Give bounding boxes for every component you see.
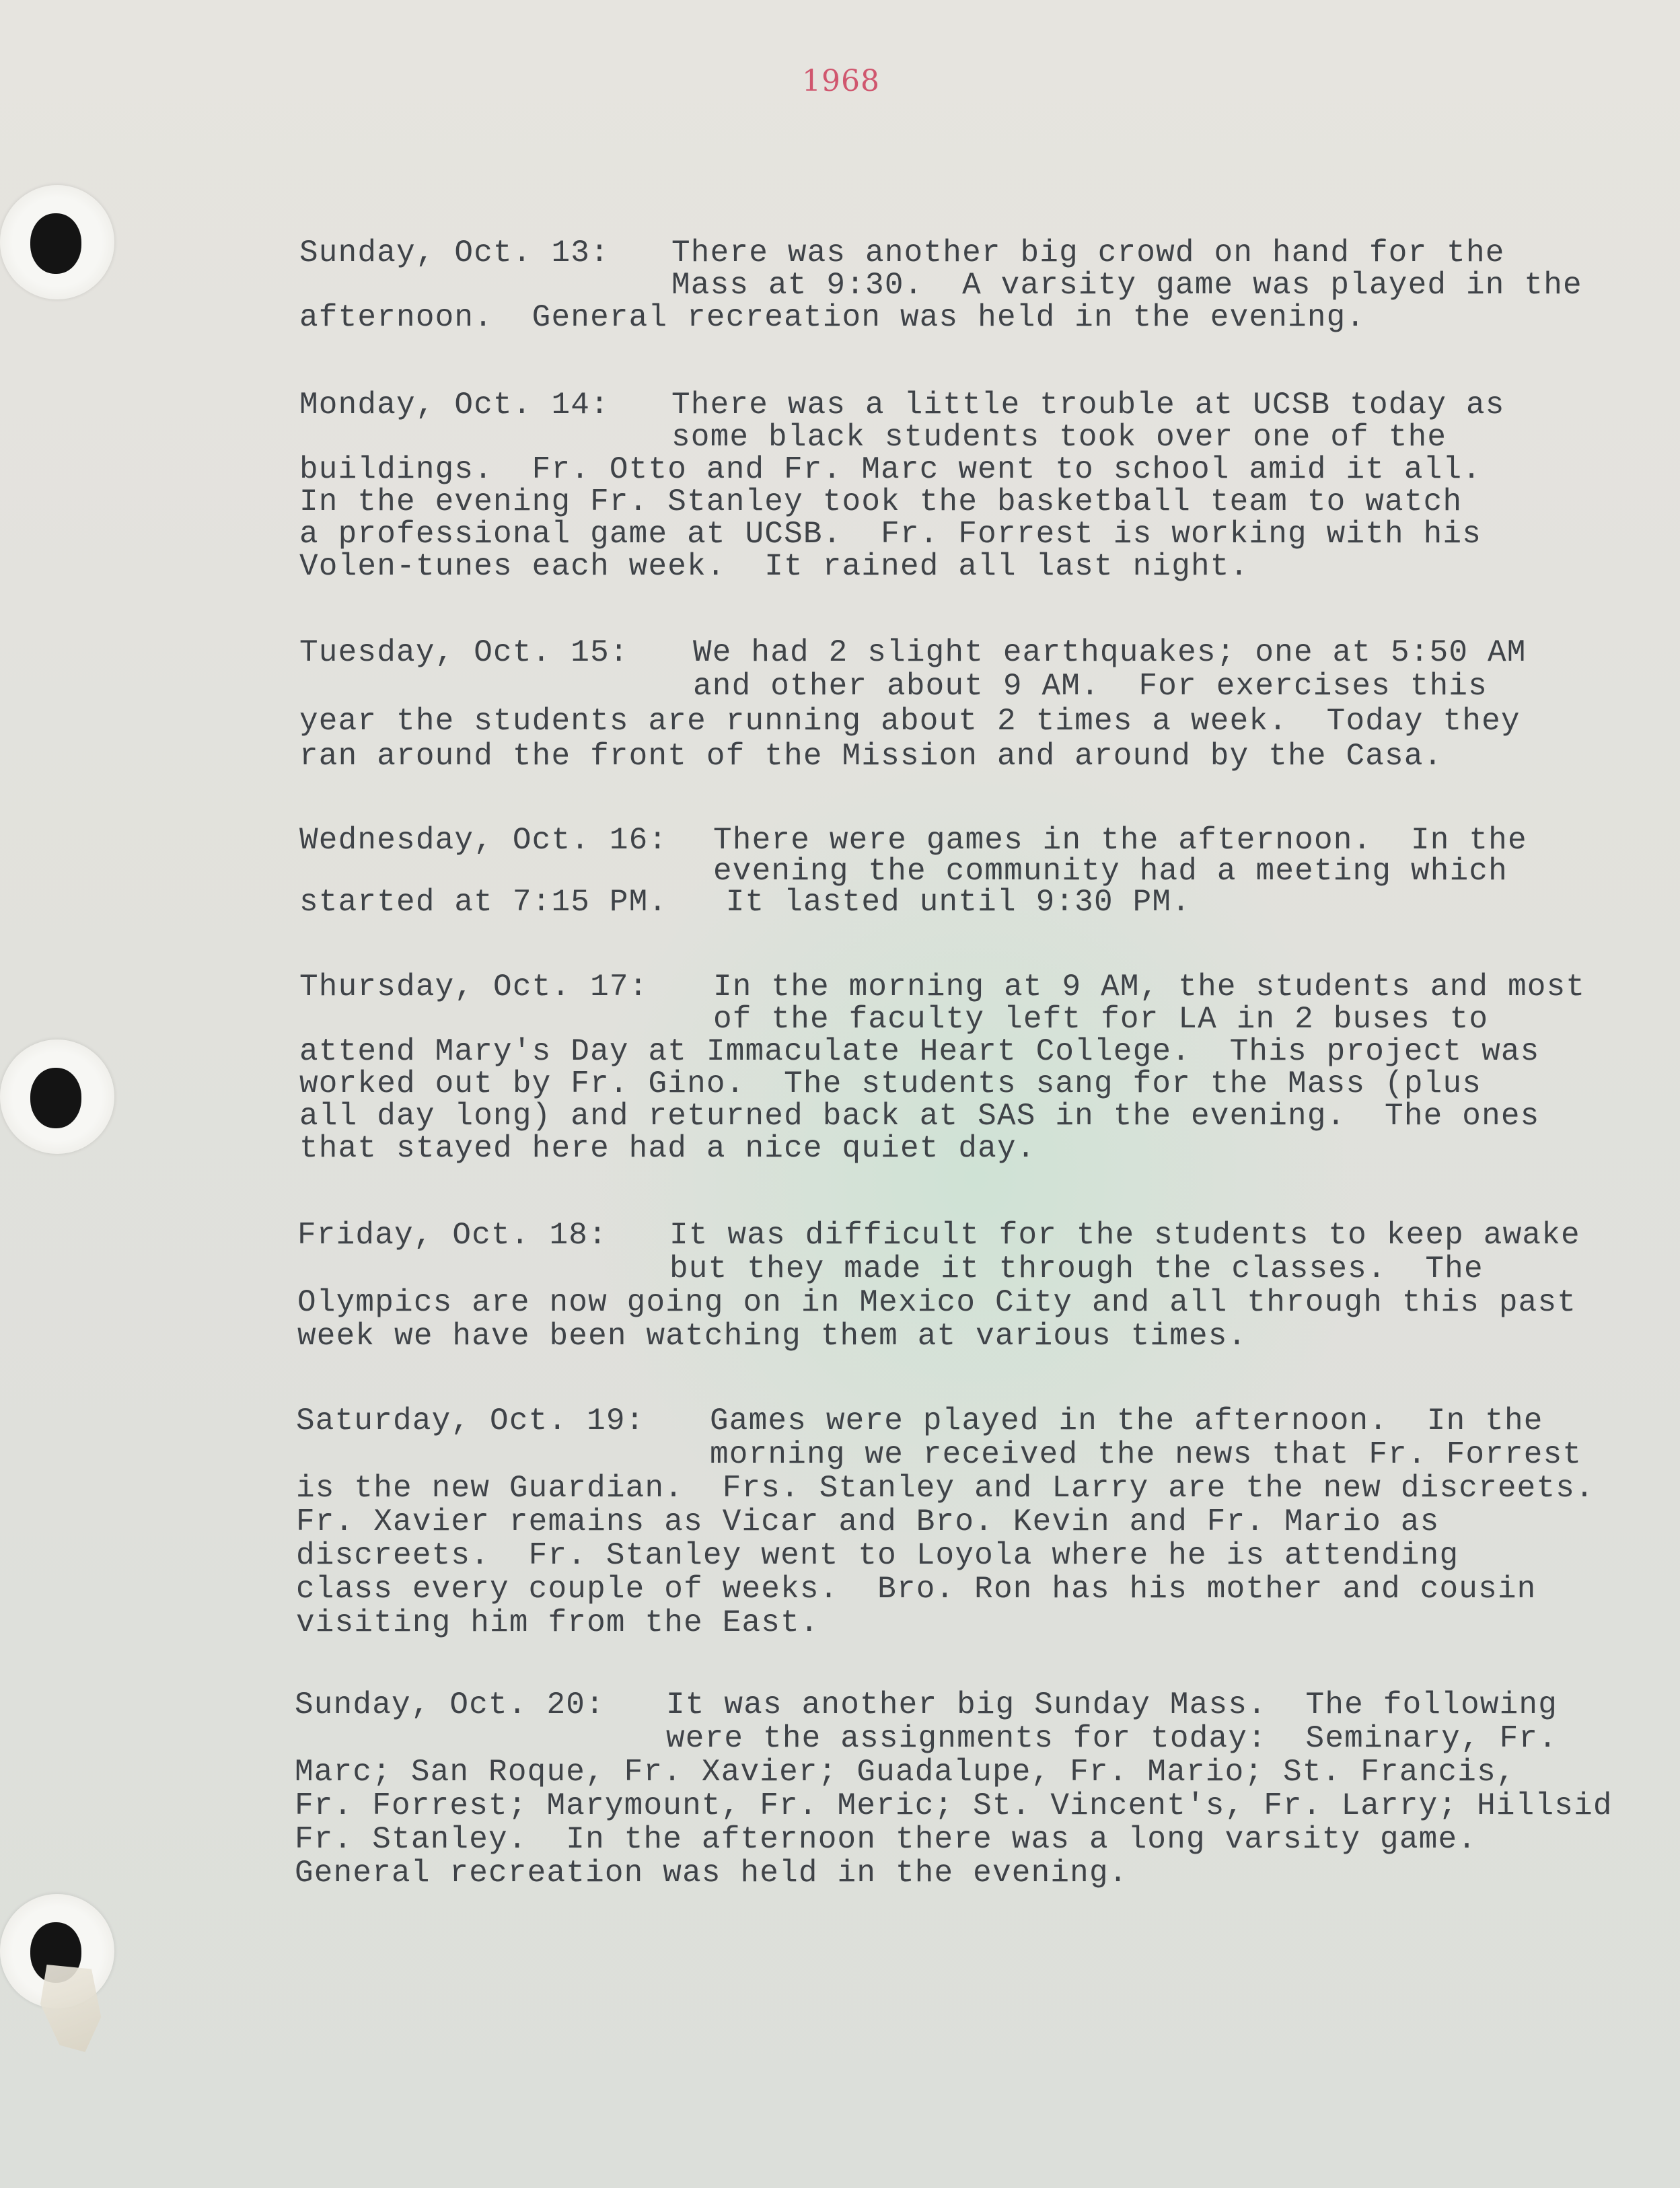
entry-line: Mass at 9:30. A varsity game was played in the — [671, 268, 1582, 303]
entry-line: and other about 9 AM. For exercises this — [693, 669, 1488, 704]
entry-line: worked out by Fr. Gino. The students sang for the Mass (plus — [299, 1066, 1482, 1101]
entry-line: buildings. Fr. Otto and Fr. Marc went to school amid it all. — [299, 452, 1482, 487]
entry-line: ran around the front of the Mission and around by the Casa. — [299, 739, 1443, 774]
entry-line: were the assignments for today: Seminary, Fr. — [666, 1721, 1558, 1756]
entry-line: but they made it through the classes. The — [669, 1251, 1484, 1286]
entry-line: week we have been watching them at various times. — [297, 1319, 1247, 1354]
binder-hole-top — [0, 185, 114, 299]
entry-line: year the students are running about 2 times a week. Today they — [299, 704, 1521, 739]
entry-line: It was difficult for the students to keep awake — [669, 1218, 1580, 1253]
entry-line: visiting him from the East. — [296, 1605, 819, 1640]
entry-date: Sunday, Oct. 13: — [299, 235, 610, 270]
entry-line: Volen-tunes each week. It rained all last night. — [299, 549, 1249, 584]
entry-line: attend Mary's Day at Immaculate Heart College. This project was — [299, 1034, 1540, 1069]
entry-date: Friday, Oct. 18: — [297, 1218, 608, 1253]
entry-line: Marc; San Roque, Fr. Xavier; Guadalupe, Fr. Mario; St. Francis, — [295, 1755, 1516, 1790]
entry-line: There were games in the afternoon. In the — [713, 823, 1527, 858]
entry-date: Saturday, Oct. 19: — [296, 1403, 645, 1438]
entry-line: started at 7:15 PM. It lasted until 9:30 PM. — [299, 885, 1192, 920]
entry-line: all day long) and returned back at SAS in the evening. The ones — [299, 1099, 1540, 1134]
entry-line: Games were played in the afternoon. In the — [710, 1403, 1543, 1438]
entry-line: It was another big Sunday Mass. The following — [666, 1687, 1558, 1722]
entry-line: We had 2 slight earthquakes; one at 5:50 AM — [693, 635, 1527, 670]
entry-date: Monday, Oct. 14: — [299, 388, 610, 423]
entry-line: evening the community had a meeting which — [713, 854, 1508, 889]
page-year: 1968 — [802, 64, 880, 98]
entry-line: afternoon. General recreation was held in the evening. — [299, 300, 1366, 335]
entry-line: some black students took over one of the — [671, 420, 1447, 455]
entry-line: that stayed here had a nice quiet day. — [299, 1131, 1036, 1166]
entry-line: is the new Guardian. Frs. Stanley and Larry are the new discreets. — [296, 1471, 1595, 1506]
entry-line: a professional game at UCSB. Fr. Forrest is working with his — [299, 517, 1482, 552]
entry-line: Fr. Xavier remains as Vicar and Bro. Kevin and Fr. Mario as — [296, 1504, 1440, 1539]
entry-line: There was another big crowd on hand for the — [671, 235, 1505, 270]
entry-date: Sunday, Oct. 20: — [295, 1687, 605, 1722]
entry-date: Tuesday, Oct. 15: — [299, 635, 629, 670]
entry-line: Fr. Stanley. In the afternoon there was a long varsity game. — [295, 1822, 1477, 1857]
entry-line: In the morning at 9 AM, the students and most — [713, 970, 1586, 1005]
entry-line: Fr. Forrest; Marymount, Fr. Meric; St. Vincent's, Fr. Larry; Hillsid — [295, 1788, 1613, 1823]
entry-line: In the evening Fr. Stanley took the basketball team to watch — [299, 484, 1463, 519]
entry-line: There was a little trouble at UCSB today as — [671, 388, 1505, 423]
entry-line: morning we received the news that Fr. Forrest — [710, 1437, 1582, 1472]
entry-line: Olympics are now going on in Mexico City and all through this past — [297, 1285, 1577, 1320]
entry-date: Thursday, Oct. 17: — [299, 970, 649, 1005]
entry-line: discreets. Fr. Stanley went to Loyola where he is attending — [296, 1538, 1459, 1573]
entry-line: class every couple of weeks. Bro. Ron has his mother and cousin — [296, 1572, 1537, 1607]
entry-date: Wednesday, Oct. 16: — [299, 823, 668, 858]
entry-line: of the faculty left for LA in 2 buses to — [713, 1002, 1489, 1037]
binder-hole-middle — [0, 1040, 114, 1154]
entry-line: General recreation was held in the evening. — [295, 1856, 1128, 1891]
